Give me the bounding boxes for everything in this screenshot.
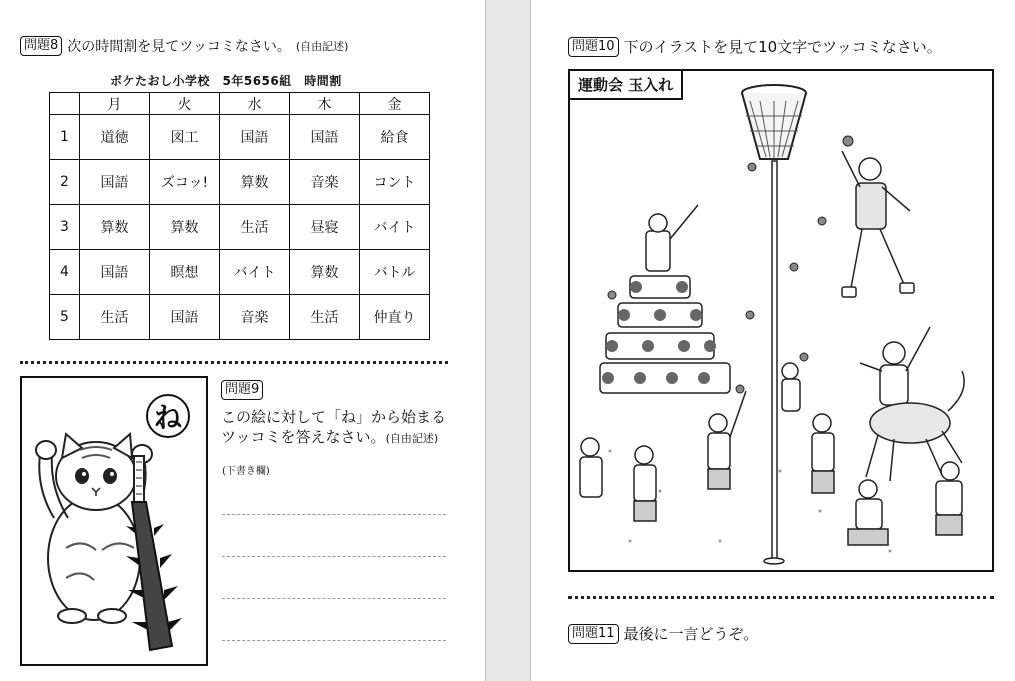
day-header: 火 <box>150 93 220 115</box>
question-8-text: 次の時間割を見てツッコミなさい。 <box>67 39 291 55</box>
subject-cell: バイト <box>360 205 430 250</box>
subject-cell: 国語 <box>80 250 150 295</box>
ball-toss-scene <box>570 71 994 572</box>
subject-cell: 生活 <box>80 295 150 340</box>
subject-cell: コント <box>360 160 430 205</box>
cat-with-club-illustration <box>22 378 208 666</box>
karuta-character: ね <box>146 394 190 438</box>
question-9-note: (自由記述) <box>385 432 439 445</box>
question-10-text: 下のイラストを見て10文字でツッコミなさい。 <box>623 38 942 56</box>
day-header: 月 <box>80 93 150 115</box>
subject-cell: 国語 <box>290 115 360 160</box>
period-number: 5 <box>50 295 80 340</box>
question-11-text: 最後に一言どうぞ。 <box>623 625 759 643</box>
question-10 <box>568 36 942 57</box>
table-row <box>50 115 430 160</box>
question-8-label: 問題8 <box>20 36 62 56</box>
section-divider <box>568 596 994 599</box>
table-row <box>50 250 430 295</box>
subject-cell: 昼寝 <box>290 205 360 250</box>
subject-cell: 給食 <box>360 115 430 160</box>
draft-area-label: (下書き欄) <box>222 466 270 477</box>
subject-cell: 算数 <box>290 250 360 295</box>
question-11 <box>568 623 758 644</box>
day-header: 金 <box>360 93 430 115</box>
answer-line[interactable] <box>222 640 446 641</box>
day-header: 水 <box>220 93 290 115</box>
sports-day-illustration <box>568 69 994 572</box>
period-number: 2 <box>50 160 80 205</box>
subject-cell: 音楽 <box>290 160 360 205</box>
question-9-line2: ツッコミを答えなさい。 <box>221 428 386 446</box>
subject-cell: 算数 <box>80 205 150 250</box>
table-row <box>50 160 430 205</box>
subject-cell: 国語 <box>80 160 150 205</box>
period-number: 1 <box>50 115 80 160</box>
subject-cell: バトル <box>360 250 430 295</box>
question-11-label: 問題11 <box>568 624 619 644</box>
timetable <box>49 92 430 340</box>
subject-cell: 国語 <box>150 295 220 340</box>
subject-cell: 算数 <box>150 205 220 250</box>
subject-cell: 音楽 <box>220 295 290 340</box>
subject-cell: ズコッ! <box>150 160 220 205</box>
question-9 <box>221 380 263 400</box>
question-8-note: (自由記述) <box>295 40 349 53</box>
timetable-header-row <box>50 93 430 115</box>
period-number: 3 <box>50 205 80 250</box>
subject-cell: 道徳 <box>80 115 150 160</box>
illustration-title: 運動会 玉入れ <box>570 71 683 100</box>
subject-cell: バイト <box>220 250 290 295</box>
table-row <box>50 205 430 250</box>
question-9-label: 問題9 <box>221 380 263 400</box>
period-number: 4 <box>50 250 80 295</box>
question-8 <box>20 36 348 56</box>
timetable-corner <box>50 93 80 115</box>
left-page <box>0 0 486 681</box>
karuta-card <box>20 376 208 666</box>
section-divider <box>20 361 448 364</box>
question-9-text <box>221 407 446 449</box>
table-row <box>50 295 430 340</box>
subject-cell: 生活 <box>290 295 360 340</box>
timetable-title: ボケたおし小学校 5年5656組 時間割 <box>110 74 342 88</box>
question-9-line1: この絵に対して「ね」から始まる <box>221 408 447 426</box>
answer-line[interactable] <box>222 514 446 515</box>
answer-line[interactable] <box>222 598 446 599</box>
subject-cell: 仲直り <box>360 295 430 340</box>
subject-cell: 生活 <box>220 205 290 250</box>
subject-cell: 国語 <box>220 115 290 160</box>
subject-cell: 算数 <box>220 160 290 205</box>
question-10-label: 問題10 <box>568 37 619 57</box>
answer-line[interactable] <box>222 556 446 557</box>
subject-cell: 瞑想 <box>150 250 220 295</box>
subject-cell: 図工 <box>150 115 220 160</box>
day-header: 木 <box>290 93 360 115</box>
